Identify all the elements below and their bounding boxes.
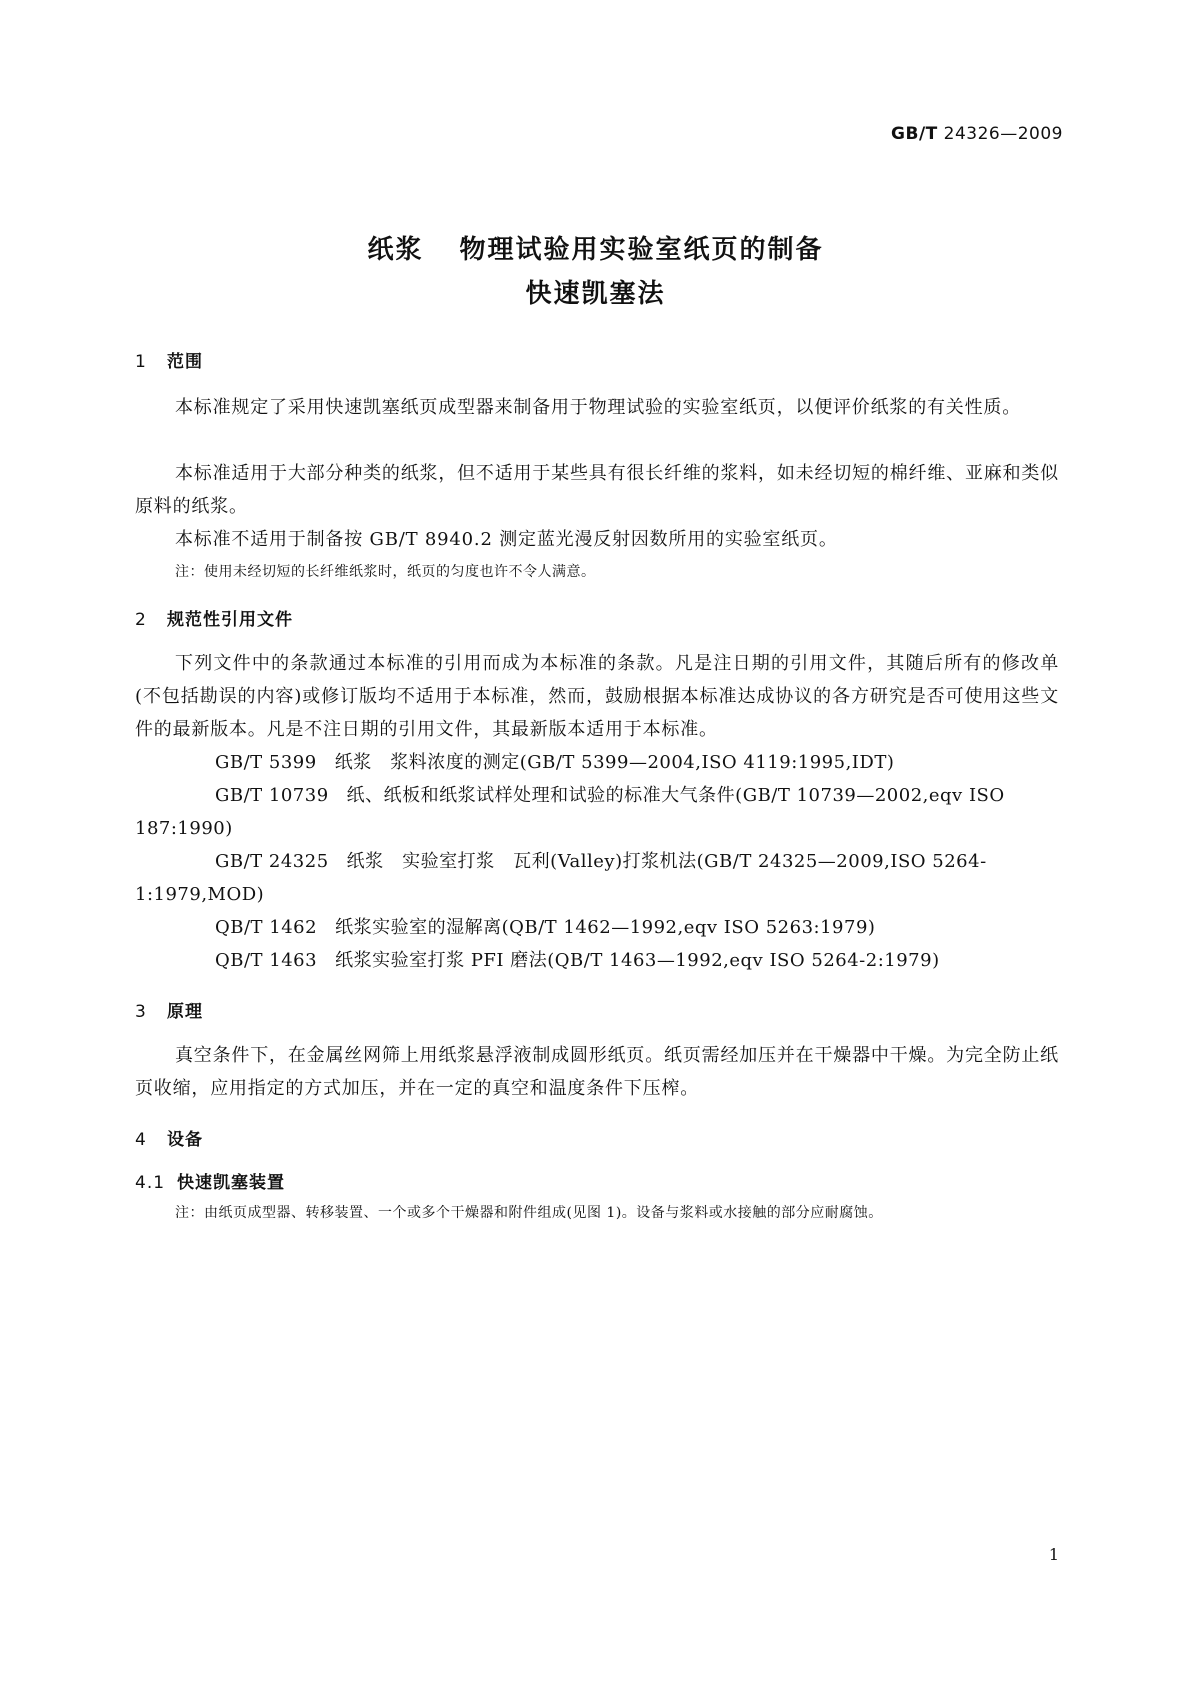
document-title-line1 — [0, 229, 1191, 266]
reference-code: QB/T 1462 — [215, 917, 318, 938]
section-1-paragraph-3: 本标准不适用于制备按 GB/T 8940.2 测定蓝光漫反射因数所用的实验室纸页。 — [175, 529, 838, 550]
reference-text: 纸浆 实验室打浆 瓦利(Valley)打浆机法(GB/T 24325—2009,ISO 5264-1:1979,MOD) — [135, 851, 987, 905]
subsection-4-1-heading — [135, 1168, 285, 1193]
section-number: 2 — [135, 610, 147, 630]
document-title-line2: 快速凯塞法 — [525, 279, 666, 309]
reference-code: QB/T 1463 — [215, 950, 318, 971]
subsection-number: 4.1 — [135, 1173, 166, 1193]
section-title: 规范性引用文件 — [167, 610, 293, 630]
reference-text: 纸浆实验室的湿解离(QB/T 1462—1992,eqv ISO 5263:1979) — [335, 917, 876, 938]
reference-item — [135, 746, 1059, 779]
section-1-paragraph-1: 本标准规定了采用快速凯塞纸页成型器来制备用于物理试验的实验室纸页，以便评价纸浆的有关性质。 — [175, 397, 1021, 418]
section-3-heading — [135, 997, 203, 1022]
section-1-note: 注：使用未经切短的长纤维纸浆时，纸页的匀度也许不令人满意。 — [175, 564, 596, 580]
reference-text: 纸、纸板和纸浆试样处理和试验的标准大气条件(GB/T 10739—2002,eqv ISO 187:1990) — [135, 785, 1005, 839]
section-4-heading — [135, 1125, 203, 1150]
standard-prefix: GB/T — [891, 124, 938, 144]
section-title: 范围 — [167, 352, 203, 372]
section-1-heading — [135, 347, 203, 372]
section-4-note: 注：由纸页成型器、转移装置、一个或多个干燥器和附件组成(见图 1)。设备与浆料或水接触的部分应耐腐蚀。 — [175, 1205, 883, 1221]
reference-code: GB/T 24325 — [215, 851, 329, 872]
section-2-paragraph-1: 下列文件中的条款通过本标准的引用而成为本标准的条款。凡是注日期的引用文件，其随后所有的修改单(不包括勘误的内容)或修订版均不适用于本标准，然而，鼓励根据本标准达成协议的各方研究是否可使用这些文件的最新版本。凡是不注日期的引用文件，其最新版本适用于本标准。 — [135, 653, 1059, 740]
reference-item — [135, 944, 1059, 977]
reference-text: 纸浆实验室打浆 PFI 磨法(QB/T 1463—1992,eqv ISO 5264-2:1979) — [335, 950, 940, 971]
section-1-paragraph-2: 本标准适用于大部分种类的纸浆，但不适用于某些具有很长纤维的浆料，如未经切短的棉纤维、亚麻和类似原料的纸浆。 — [135, 463, 1059, 517]
subsection-title: 快速凯塞装置 — [177, 1173, 285, 1193]
section-number: 1 — [135, 352, 147, 372]
reference-code: GB/T 5399 — [215, 752, 317, 773]
reference-item — [135, 779, 1059, 845]
title-part2: 物理试验用实验室纸页的制备 — [459, 235, 824, 265]
section-title: 原理 — [167, 1002, 203, 1022]
title-part1: 纸浆 — [367, 235, 424, 265]
section-number: 4 — [135, 1130, 147, 1150]
reference-code: GB/T 10739 — [215, 785, 329, 806]
standard-number: 24326—2009 — [943, 124, 1063, 144]
standard-code — [891, 124, 1063, 144]
reference-text: 纸浆 浆料浓度的测定(GB/T 5399—2004,ISO 4119:1995,IDT) — [334, 752, 895, 773]
page-number: 1 — [1048, 1545, 1059, 1564]
reference-item — [135, 845, 1059, 911]
reference-item — [135, 911, 1059, 944]
section-number: 3 — [135, 1002, 147, 1022]
section-2-heading — [135, 605, 293, 630]
section-3-paragraph-1: 真空条件下，在金属丝网筛上用纸浆悬浮液制成圆形纸页。纸页需经加压并在干燥器中干燥。为完全防止纸页收缩，应用指定的方式加压，并在一定的真空和温度条件下压榨。 — [135, 1045, 1059, 1099]
section-title: 设备 — [167, 1130, 203, 1150]
